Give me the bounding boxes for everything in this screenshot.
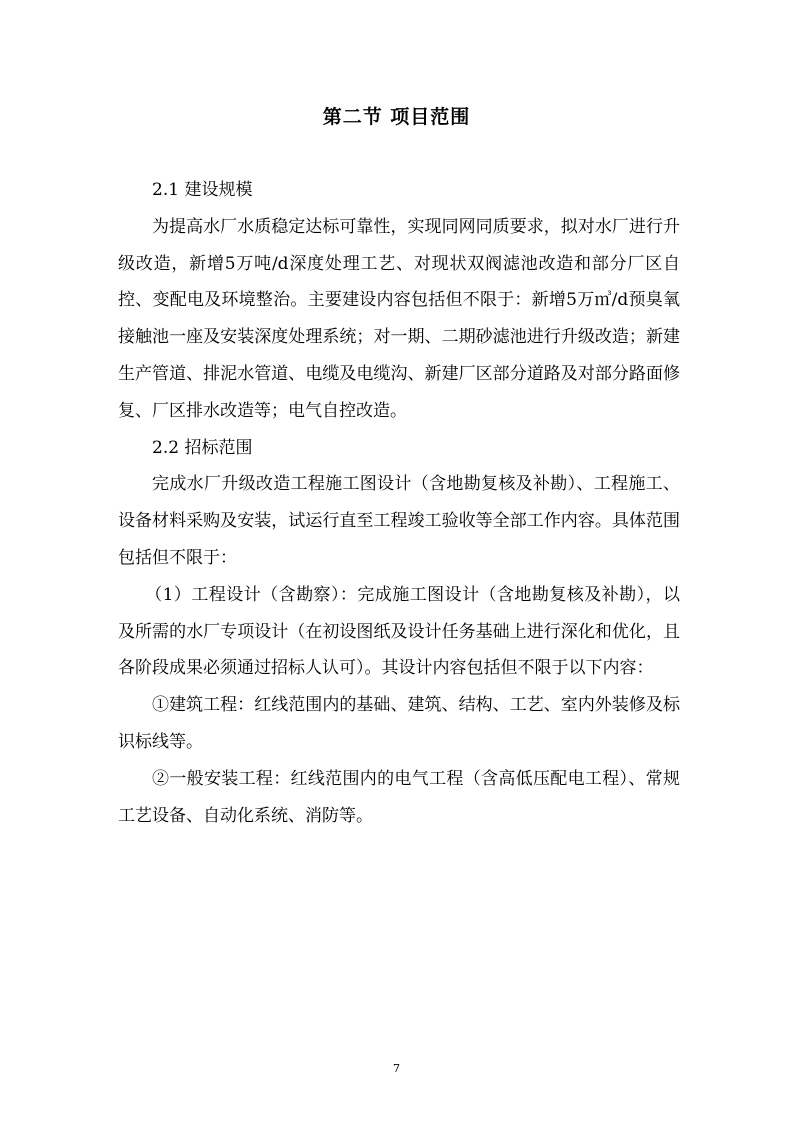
section-heading-bidding-scope: 2.2 招标范围	[152, 437, 253, 458]
paragraph-building-works: ①建筑工程：红线范围内的基础、建筑、结构、工艺、室内外装修及标识标线等。	[118, 695, 680, 752]
paragraph-engineering-design: （1）工程设计（含勘察）：完成施工图设计（含地勘复核及补勘），以及所需的水厂专项设计（在初设图纸及设计任务基础上进行深化和优化，且各阶段成果必须通过招标人认可）。其设计内容包括但不限于以下内容：	[118, 584, 680, 679]
section-heading-construction-scale: 2.1 建设规模	[152, 180, 253, 200]
paragraph-construction-scale: 为提高水厂水质稳定达标可靠性，实现同网同质要求，拟对水厂进行升级改造，新增5万吨/d深度处理工艺、对现状双阀滤池改造和部分厂区自控、变配电及环境整治。主要建设内容包括但不限于：新增5万㎥/d预臭氧接触池一座及安装深度处理系统；对一期、二期砂滤池进行升级改造；新建生产管道、排泥水管道、电缆及电缆沟、新建厂区部分道路及对部分路面修复、厂区排水改造等；电气自控改造。	[118, 216, 680, 421]
page-number: 7	[393, 1062, 400, 1075]
document-body	[118, 172, 680, 834]
paragraph-installation-works: ②一般安装工程：红线范围内的电气工程（含高低压配电工程）、常规工艺设备、自动化系统、消防等。	[118, 768, 680, 826]
paragraph-bidding-scope: 完成水厂升级改造工程施工图设计（含地勘复核及补勘）、工程施工、设备材料采购及安装，试运行直至工程竣工验收等全部工作内容。具体范围包括但不限于：	[118, 474, 680, 568]
section-title: 第二节 项目范围	[322, 106, 471, 128]
